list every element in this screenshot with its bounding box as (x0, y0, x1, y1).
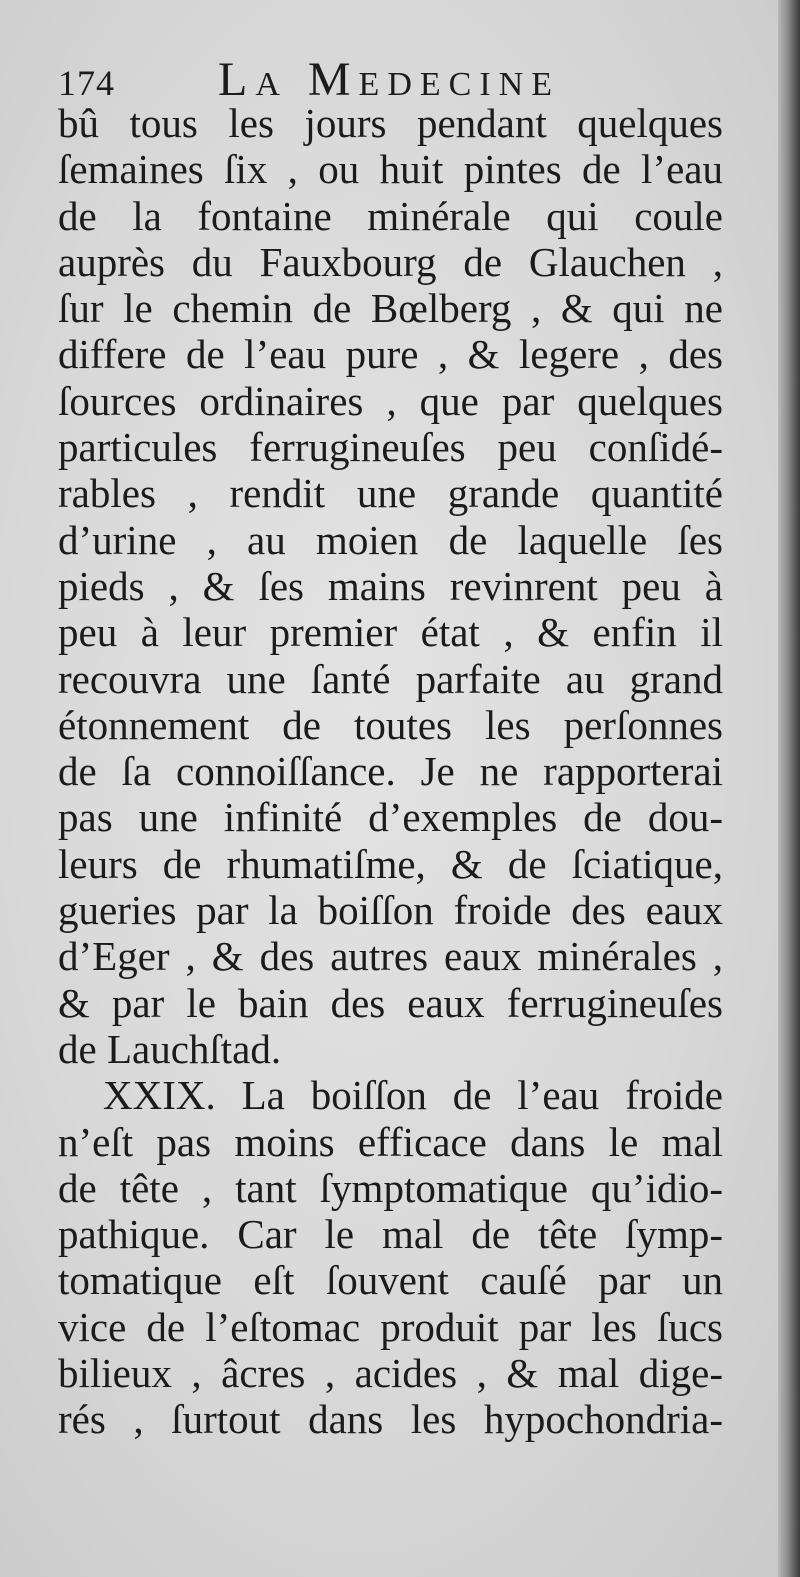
text-line: differe de l’eau pure , & legere , des (58, 331, 723, 378)
body-text (58, 100, 723, 1443)
text-line: bilieux , âcres , acides , & mal dige- (58, 1350, 723, 1397)
text-line: de tête , tant ſymptomatique qu’idio- (58, 1164, 723, 1211)
text-line: étonnement de toutes les perſonnes (58, 701, 723, 748)
text-line: de ſa connoiſſance. Je ne rapporterai (58, 748, 723, 795)
text-line: tomatique eſt ſouvent cauſé par un (58, 1257, 723, 1304)
text-line: particules ferrugineuſes peu conſidé- (58, 424, 723, 471)
text-line-section-start: XXIX. La boiſſon de l’eau froide (103, 1072, 723, 1119)
page-number: 174 (58, 63, 115, 103)
page-spine-shadow (778, 0, 800, 1577)
text-line: n’eſt pas moins efficace dans le mal (58, 1118, 723, 1165)
text-line: pathique. Car le mal de tête ſymp- (58, 1211, 723, 1258)
text-line: gueries par la boiſſon froide des eaux (58, 887, 723, 934)
text-line: d’Eger , & des autres eaux minérales , (58, 933, 723, 980)
running-title: La Medecine (218, 53, 560, 106)
text-line: rés , ſurtout dans les hypochondria- (58, 1396, 723, 1443)
text-line: leurs de rhumatiſme, & de ſciatique, (58, 840, 723, 887)
text-line: pas une infinité d’exemples de dou- (58, 794, 723, 841)
text-line: vice de l’eſtomac produit par les ſucs (58, 1303, 723, 1350)
text-line: auprès du Fauxbourg de Glauchen , (58, 238, 723, 285)
text-line: pieds , & ſes mains revinrent peu à (58, 562, 723, 609)
text-line: rables , rendit une grande quantité (58, 470, 723, 517)
text-line: & par le bain des eaux ferrugineuſes (58, 979, 723, 1026)
text-line-paragraph-end: de Lauchſtad. (58, 1025, 282, 1072)
text-line: d’urine , au moien de laquelle ſes (58, 516, 723, 563)
text-line: ſur le chemin de Bœlberg , & qui ne (58, 285, 723, 332)
text-line: ſources ordinaires , que par quelques (58, 377, 723, 424)
text-line: bû tous les jours pendant quelques (58, 100, 723, 146)
text-line: ſemaines ſix , ou huit pintes de l’eau (58, 146, 723, 193)
page-header (58, 44, 658, 104)
text-line: recouvra une ſanté parfaite au grand (58, 655, 723, 702)
text-line: de la fontaine minérale qui coule (58, 192, 723, 239)
text-line: peu à leur premier état , & enfin il (58, 609, 723, 656)
